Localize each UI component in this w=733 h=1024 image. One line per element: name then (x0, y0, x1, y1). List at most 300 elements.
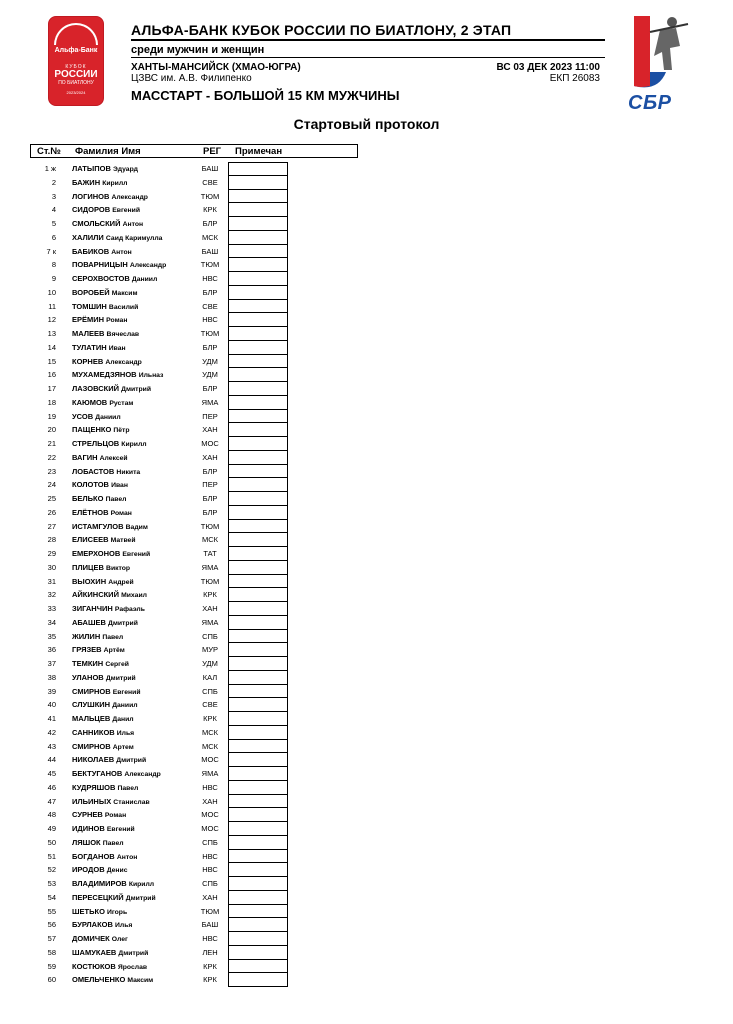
athlete-name (72, 824, 135, 833)
region: ТЮМ (200, 576, 220, 586)
table-row (30, 643, 330, 657)
table-row (30, 465, 330, 479)
athlete-name (72, 398, 133, 407)
table-row (30, 863, 330, 877)
region: ХАН (202, 425, 218, 435)
first-name: Ярослав (117, 963, 148, 971)
table-row (30, 451, 330, 465)
table-row (30, 698, 330, 712)
last-name: СЛУШКИН (72, 700, 111, 710)
first-name: Илья (116, 729, 135, 737)
start-number: 19 (47, 411, 56, 421)
start-number: 30 (47, 562, 56, 572)
last-name: КОСТЮКОВ (72, 961, 116, 971)
athlete-name (72, 439, 147, 448)
athlete-name (72, 879, 154, 888)
table-row (30, 245, 330, 259)
last-name: ВАГИН (72, 452, 98, 462)
region: КРК (203, 590, 217, 600)
start-number: 20 (47, 425, 56, 435)
start-number: 15 (47, 356, 56, 366)
region: СВЕ (202, 301, 218, 311)
athlete-name (72, 549, 150, 558)
athlete-name (72, 522, 148, 531)
first-name: Кирилл (128, 881, 155, 888)
athlete-name (72, 838, 124, 847)
athlete-name (72, 783, 138, 792)
last-name: ШАМУКАЕВ (72, 947, 117, 957)
start-number: 9 (51, 274, 56, 283)
table-header (30, 144, 358, 158)
last-name: ВЛАДИМИРОВ (72, 879, 127, 888)
table-row (30, 506, 330, 520)
athlete-name (72, 948, 148, 957)
last-name: ТУЛАТИН (72, 342, 107, 352)
region: БЛР (202, 219, 218, 228)
note-cell (228, 960, 288, 974)
start-number: 1 ж (44, 164, 56, 173)
table-row (30, 753, 330, 767)
start-number: 59 (47, 961, 56, 971)
first-name: Андрей (108, 578, 134, 586)
location: ХАНТЫ-МАНСИЙСК (ХМАО-ЮГРА) (131, 62, 301, 73)
last-name: БАЖИН (72, 177, 101, 187)
last-name: ПЛИЦЕВ (72, 562, 104, 572)
document-title: Стартовый протокол (293, 116, 440, 132)
note-cell (228, 575, 288, 589)
table-row (30, 561, 330, 575)
start-number: 18 (47, 397, 56, 407)
table-row (30, 932, 330, 946)
table-row (30, 630, 330, 644)
last-name: ЕЛИСЕЕВ (72, 535, 109, 545)
last-name: БАБИКОВ (72, 246, 110, 256)
region: БАШ (201, 920, 219, 930)
first-name: Александр (129, 262, 167, 270)
note-cell (228, 726, 288, 740)
table-row (30, 671, 330, 685)
last-name: САННИКОВ (72, 727, 115, 737)
start-number: 21 (47, 439, 56, 448)
region: НВС (202, 934, 218, 943)
athlete-name (72, 687, 141, 696)
start-number: 57 (47, 934, 56, 943)
start-number: 7 к (46, 246, 56, 256)
table-row (30, 905, 330, 919)
start-number: 55 (47, 906, 56, 916)
region: КАЛ (202, 672, 218, 682)
last-name: БЕКТУГАНОВ (72, 769, 123, 778)
note-cell (228, 822, 288, 836)
logo-line-3: ПО БИАТЛОНУ (58, 80, 94, 86)
table-row (30, 960, 330, 974)
first-name: Никита (116, 468, 141, 476)
first-name: Павел (105, 496, 127, 503)
first-name: Игорь (107, 908, 128, 916)
cup-logo (48, 16, 104, 106)
region: ХАН (202, 452, 218, 462)
start-number: 47 (47, 796, 56, 806)
athlete-name (72, 274, 157, 283)
note-cell (228, 740, 288, 754)
athlete-name (72, 934, 128, 943)
table-row (30, 533, 330, 547)
note-cell (228, 905, 288, 919)
athlete-name (72, 494, 126, 503)
table-row (30, 286, 330, 300)
first-name: Саид Каримулла (105, 234, 163, 242)
region: КРК (203, 961, 217, 971)
first-name: Виктор (106, 564, 131, 572)
first-name: Дмитрий (108, 619, 138, 627)
first-name: Дмитрий (116, 757, 147, 765)
first-name: Дмитрий (125, 894, 156, 902)
last-name: НИКОЛАЕВ (72, 755, 115, 765)
athlete-name (72, 577, 134, 586)
region: СПБ (202, 631, 218, 641)
first-name: Михаил (121, 592, 147, 600)
last-name: КАЮМОВ (72, 397, 108, 407)
last-name: ХАЛИЛИ (72, 232, 104, 242)
table-row (30, 520, 330, 534)
table-row (30, 327, 330, 341)
first-name: Сергей (105, 661, 129, 668)
note-cell (228, 808, 288, 822)
athlete-name (72, 247, 132, 256)
athlete-name (72, 920, 132, 929)
region: СПБ (202, 686, 218, 696)
table-row (30, 176, 330, 190)
logo-brand: Альфа-Банк (54, 47, 98, 54)
first-name: Антон (122, 221, 144, 228)
start-number: 36 (47, 645, 56, 655)
athlete-name (72, 590, 147, 599)
region: БЛР (202, 342, 218, 352)
note-cell (228, 863, 288, 877)
first-name: Артём (103, 647, 125, 655)
region: ТЮМ (200, 260, 220, 270)
note-cell (228, 850, 288, 864)
last-name: ТОМШИН (72, 301, 107, 311)
note-cell (228, 478, 288, 492)
athlete-name (72, 769, 161, 778)
start-number: 44 (47, 755, 56, 765)
start-number: 40 (47, 700, 56, 710)
first-name: Антон (111, 248, 132, 256)
table-row (30, 877, 330, 891)
region: ЯМА (201, 562, 219, 572)
sbr-wordmark: СБР (628, 92, 672, 114)
table-row (30, 602, 330, 616)
last-name: СИДОРОВ (72, 205, 111, 215)
start-number: 51 (47, 851, 56, 861)
last-name: ЛАТЫПОВ (72, 164, 111, 173)
first-name: Даниил (131, 276, 158, 283)
athlete-name (72, 412, 121, 421)
table-row (30, 272, 330, 286)
first-name: Вячеслав (106, 331, 140, 338)
athlete-name (72, 453, 128, 462)
note-cell (228, 547, 288, 561)
region: НВС (202, 851, 218, 861)
last-name: ВЫОХИН (72, 576, 107, 586)
start-number: 4 (51, 205, 56, 215)
last-name: ПАЩЕНКО (72, 425, 112, 435)
athlete-name (72, 645, 125, 654)
region: ТЮМ (200, 191, 220, 201)
athlete-name (72, 370, 163, 379)
first-name: Роман (110, 509, 132, 517)
athlete-name (72, 233, 162, 242)
athlete-name (72, 632, 123, 641)
start-number: 37 (47, 659, 56, 668)
athlete-name (72, 535, 136, 544)
region: УДМ (202, 659, 218, 668)
first-name: Илья (115, 922, 133, 930)
first-name: Иван (108, 344, 126, 352)
first-name: Пётр (113, 427, 130, 435)
last-name: ЛОГИНОВ (72, 191, 110, 201)
athlete-name (72, 425, 130, 434)
sbr-logo (620, 12, 690, 112)
start-number: 6 (51, 232, 56, 242)
note-cell (228, 685, 288, 699)
start-number: 60 (47, 975, 56, 985)
first-name: Эдуард (112, 166, 138, 173)
note-cell (228, 561, 288, 575)
note-cell (228, 671, 288, 685)
first-name: Павел (102, 633, 124, 641)
table-row (30, 547, 330, 561)
start-number: 31 (47, 576, 56, 586)
note-cell (228, 396, 288, 410)
athlete-name (72, 205, 140, 214)
note-cell (228, 355, 288, 369)
note-cell (228, 712, 288, 726)
region: ТАТ (203, 549, 217, 558)
region: БЛР (202, 287, 218, 297)
note-cell (228, 410, 288, 424)
start-number: 41 (47, 714, 56, 723)
first-name: Максим (111, 289, 138, 297)
last-name: СМИРНОВ (72, 741, 111, 751)
region: МОС (201, 810, 219, 820)
last-name: МАЛЬЦЕВ (72, 714, 111, 723)
table-row (30, 382, 330, 396)
last-name: ЕЛЁТНОВ (72, 507, 109, 517)
note-cell (228, 313, 288, 327)
table-row (30, 162, 330, 176)
region: ЯМА (201, 769, 219, 778)
region: КРК (203, 714, 217, 723)
athlete-name (72, 755, 146, 764)
biathlete-icon (620, 12, 690, 92)
region: КРК (203, 205, 217, 215)
athlete-name (72, 604, 145, 613)
region: УДМ (202, 356, 218, 366)
table-row (30, 575, 330, 589)
last-name: БУРЛАКОВ (72, 920, 113, 930)
table-row (30, 822, 330, 836)
last-name: ПОВАРНИЦЫН (72, 260, 128, 270)
last-name: ГРЯЗЕВ (72, 645, 102, 655)
note-cell (228, 492, 288, 506)
note-cell (228, 451, 288, 465)
table-row (30, 616, 330, 630)
athlete-name (72, 508, 132, 517)
athlete-name (72, 852, 137, 861)
last-name: ИДИНОВ (72, 824, 105, 833)
last-name: ИРОДОВ (72, 865, 105, 875)
athlete-name (72, 357, 142, 366)
region: БЛР (202, 494, 218, 503)
note-cell (228, 327, 288, 341)
start-number: 32 (47, 590, 56, 600)
logo-line-2: РОССИИ (54, 69, 98, 80)
region: МСК (201, 741, 219, 751)
region: СПБ (202, 837, 218, 847)
athlete-name (72, 260, 166, 269)
note-cell (228, 506, 288, 520)
athlete-name (72, 178, 128, 187)
region: ХАН (202, 796, 218, 806)
first-name: Артем (112, 743, 134, 751)
last-name: БЕЛЬКО (72, 494, 104, 503)
athlete-name (72, 893, 156, 902)
note-cell (228, 918, 288, 932)
start-number: 43 (47, 741, 56, 751)
first-name: Евгений (106, 826, 135, 833)
last-name: ЕМЕРХОНОВ (72, 549, 121, 558)
table-row (30, 410, 330, 424)
first-name: Александр (105, 358, 142, 366)
athlete-name (72, 563, 130, 572)
athlete-name (72, 384, 151, 393)
table-row (30, 423, 330, 437)
event-name: МАССТАРТ - БОЛЬШОЙ 15 КМ МУЖЧИНЫ (131, 88, 400, 103)
start-number: 17 (47, 384, 56, 393)
start-number: 23 (47, 466, 56, 476)
region: БАШ (201, 246, 219, 256)
region: БЛР (202, 466, 218, 476)
table-row (30, 478, 330, 492)
first-name: Рафаэль (114, 606, 145, 613)
region: ТЮМ (200, 906, 220, 916)
first-name: Дмитрий (121, 386, 152, 393)
region: ХАН (202, 892, 218, 902)
note-cell (228, 946, 288, 960)
last-name: АБАШЕВ (72, 617, 106, 627)
table-row (30, 808, 330, 822)
first-name: Вадим (125, 523, 148, 531)
region: БЛР (202, 507, 218, 517)
note-cell (228, 533, 288, 547)
region: ТЮМ (200, 329, 220, 338)
table-row (30, 795, 330, 809)
note-cell (228, 781, 288, 795)
start-number: 16 (47, 370, 56, 380)
athlete-name (72, 467, 140, 476)
note-cell (228, 932, 288, 946)
header-note: Примечан (235, 146, 283, 157)
note-cell (228, 190, 288, 204)
first-name: Данил (112, 716, 134, 723)
table-row (30, 712, 330, 726)
region: ПЕР (202, 411, 218, 421)
first-name: Роман (104, 812, 127, 820)
start-number: 26 (47, 507, 56, 517)
athlete-name (72, 700, 138, 709)
athlete-name (72, 618, 138, 627)
start-number: 39 (47, 686, 56, 696)
start-number: 35 (47, 631, 56, 641)
start-number: 45 (47, 769, 56, 778)
first-name: Кирилл (121, 441, 147, 448)
region: МОС (201, 439, 219, 448)
first-name: Ильназ (138, 372, 164, 380)
note-cell (228, 753, 288, 767)
note-cell (228, 258, 288, 272)
start-number: 5 (51, 219, 56, 228)
note-cell (228, 698, 288, 712)
region: ЛЕН (202, 947, 218, 957)
table-row (30, 946, 330, 960)
start-number: 8 (51, 260, 56, 270)
note-cell (228, 520, 288, 534)
first-name: Александр (124, 771, 161, 778)
table-row (30, 836, 330, 850)
table-row (30, 300, 330, 314)
last-name: КУДРЯШОВ (72, 782, 116, 792)
athlete-name (72, 315, 127, 324)
note-cell (228, 231, 288, 245)
athlete-name (72, 797, 150, 806)
region: МОС (201, 824, 219, 833)
region: ПЕР (202, 480, 218, 490)
athlete-name (72, 865, 128, 874)
table-row (30, 217, 330, 231)
last-name: УСОВ (72, 411, 94, 421)
start-number: 49 (47, 824, 56, 833)
region: ЯМА (201, 397, 219, 407)
table-row (30, 492, 330, 506)
last-name: ИЛЬИНЫХ (72, 796, 112, 806)
last-name: ЗИГАНЧИН (72, 604, 113, 613)
region: СПБ (202, 879, 218, 888)
start-number: 46 (47, 782, 56, 792)
first-name: Павел (117, 784, 139, 792)
region: МСК (201, 535, 219, 545)
athlete-name (72, 302, 138, 311)
last-name: СТРЕЛЬЦОВ (72, 439, 120, 448)
start-number: 10 (47, 287, 56, 297)
last-name: ДОМИЧЕК (72, 934, 110, 943)
note-cell (228, 465, 288, 479)
table-row (30, 258, 330, 272)
logo-line-4: 2023/2024 (66, 90, 86, 95)
last-name: БОГДАНОВ (72, 851, 115, 861)
start-number: 38 (47, 672, 56, 682)
note-cell (228, 891, 288, 905)
note-cell (228, 767, 288, 781)
athlete-name (72, 480, 128, 489)
table-row (30, 313, 330, 327)
table-row (30, 973, 330, 987)
table-row (30, 767, 330, 781)
start-list (30, 162, 330, 987)
first-name: Рустам (109, 399, 134, 407)
note-cell (228, 657, 288, 671)
